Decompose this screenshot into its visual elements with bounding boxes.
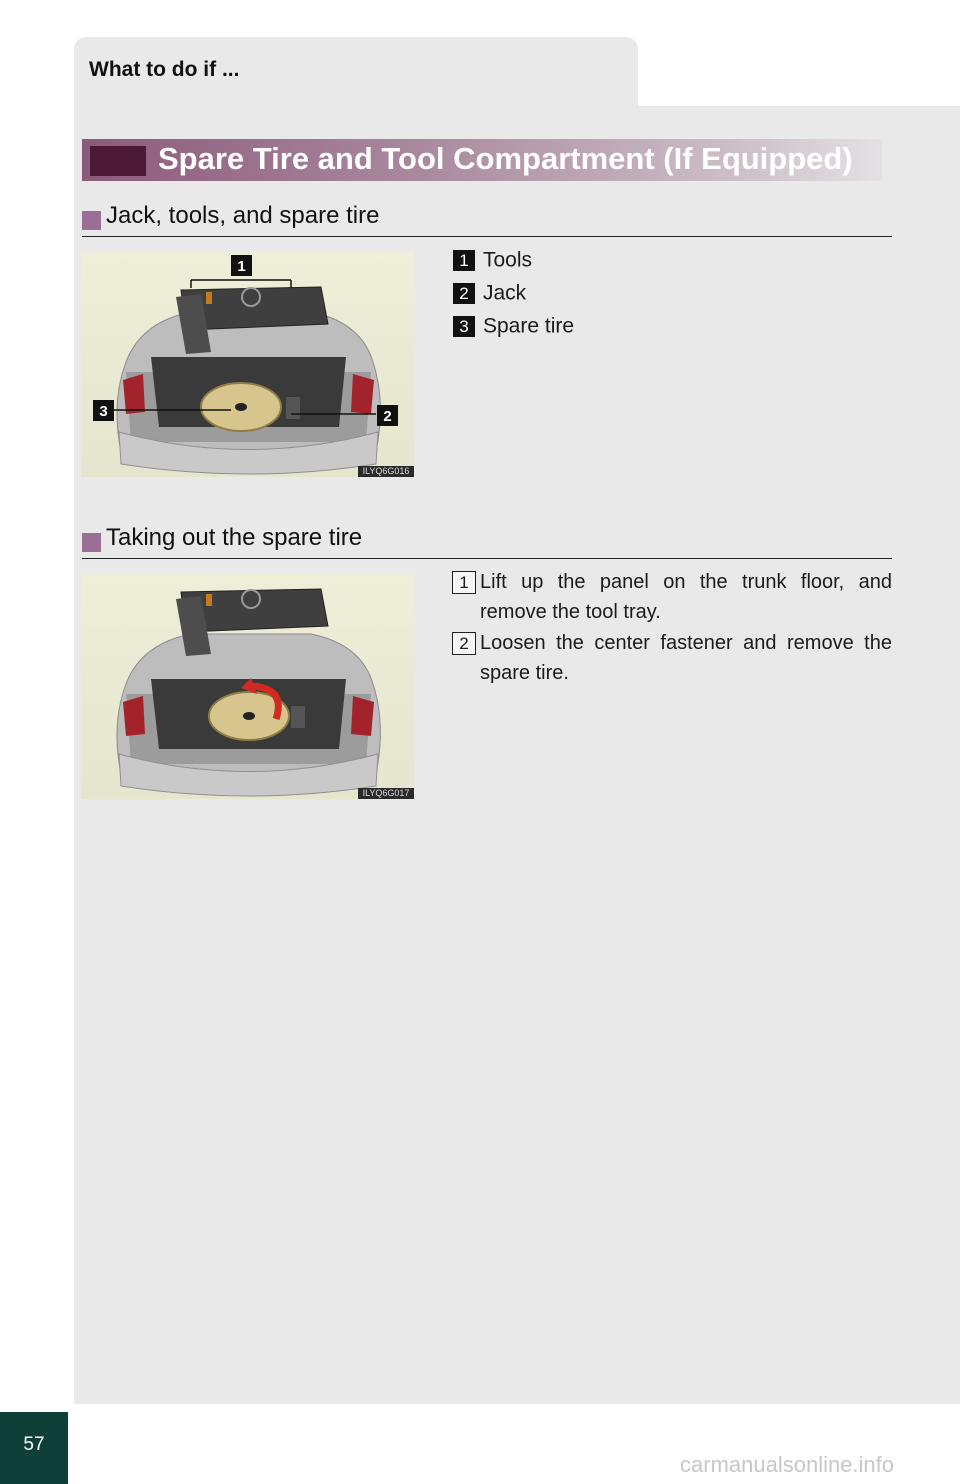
watermark: carmanualsonline.info bbox=[680, 1452, 895, 1477]
image-code: ILYQ6G016 bbox=[358, 466, 414, 477]
legend-item-spare-tire bbox=[453, 314, 574, 340]
page-title: Spare Tire and Tool Compartment (If Equipped) bbox=[158, 141, 853, 176]
legend-item-jack bbox=[453, 281, 526, 307]
callout-1: 1 bbox=[237, 258, 246, 275]
page-number: 57 bbox=[23, 1434, 45, 1455]
title-block-decoration bbox=[90, 146, 146, 176]
legend-number-badge: 2 bbox=[453, 283, 475, 304]
legend-number-badge: 1 bbox=[453, 250, 475, 271]
section-heading-text: Jack, tools, and spare tire bbox=[106, 202, 380, 229]
section-heading-jack-tools bbox=[82, 202, 892, 237]
legend-label: Spare tire bbox=[483, 314, 575, 338]
callout-3: 3 bbox=[99, 403, 108, 420]
image-code: ILYQ6G017 bbox=[358, 788, 414, 799]
section-square-icon bbox=[82, 211, 101, 230]
step-1 bbox=[452, 567, 892, 627]
legend-item-tools bbox=[453, 248, 532, 274]
step-number: 2 bbox=[452, 632, 476, 655]
step-text: Lift up the panel on the trunk floor, and remove the tool tray. bbox=[480, 571, 892, 623]
callout-2: 2 bbox=[383, 408, 392, 425]
step-number: 1 bbox=[452, 571, 476, 594]
legend-number-badge: 3 bbox=[453, 316, 475, 337]
section-heading-text: Taking out the spare tire bbox=[106, 524, 363, 551]
step-2 bbox=[452, 628, 892, 688]
trunk-illustration-1 bbox=[81, 252, 414, 477]
chapter-header: What to do if ... bbox=[89, 58, 240, 81]
trunk-illustration-2 bbox=[81, 574, 414, 799]
section-square-icon bbox=[82, 533, 101, 552]
legend-label: Jack bbox=[483, 281, 527, 305]
section-heading-taking-out bbox=[82, 524, 892, 559]
legend-label: Tools bbox=[483, 248, 533, 272]
step-text: Loosen the center fastener and remove the spare tire. bbox=[480, 632, 892, 684]
